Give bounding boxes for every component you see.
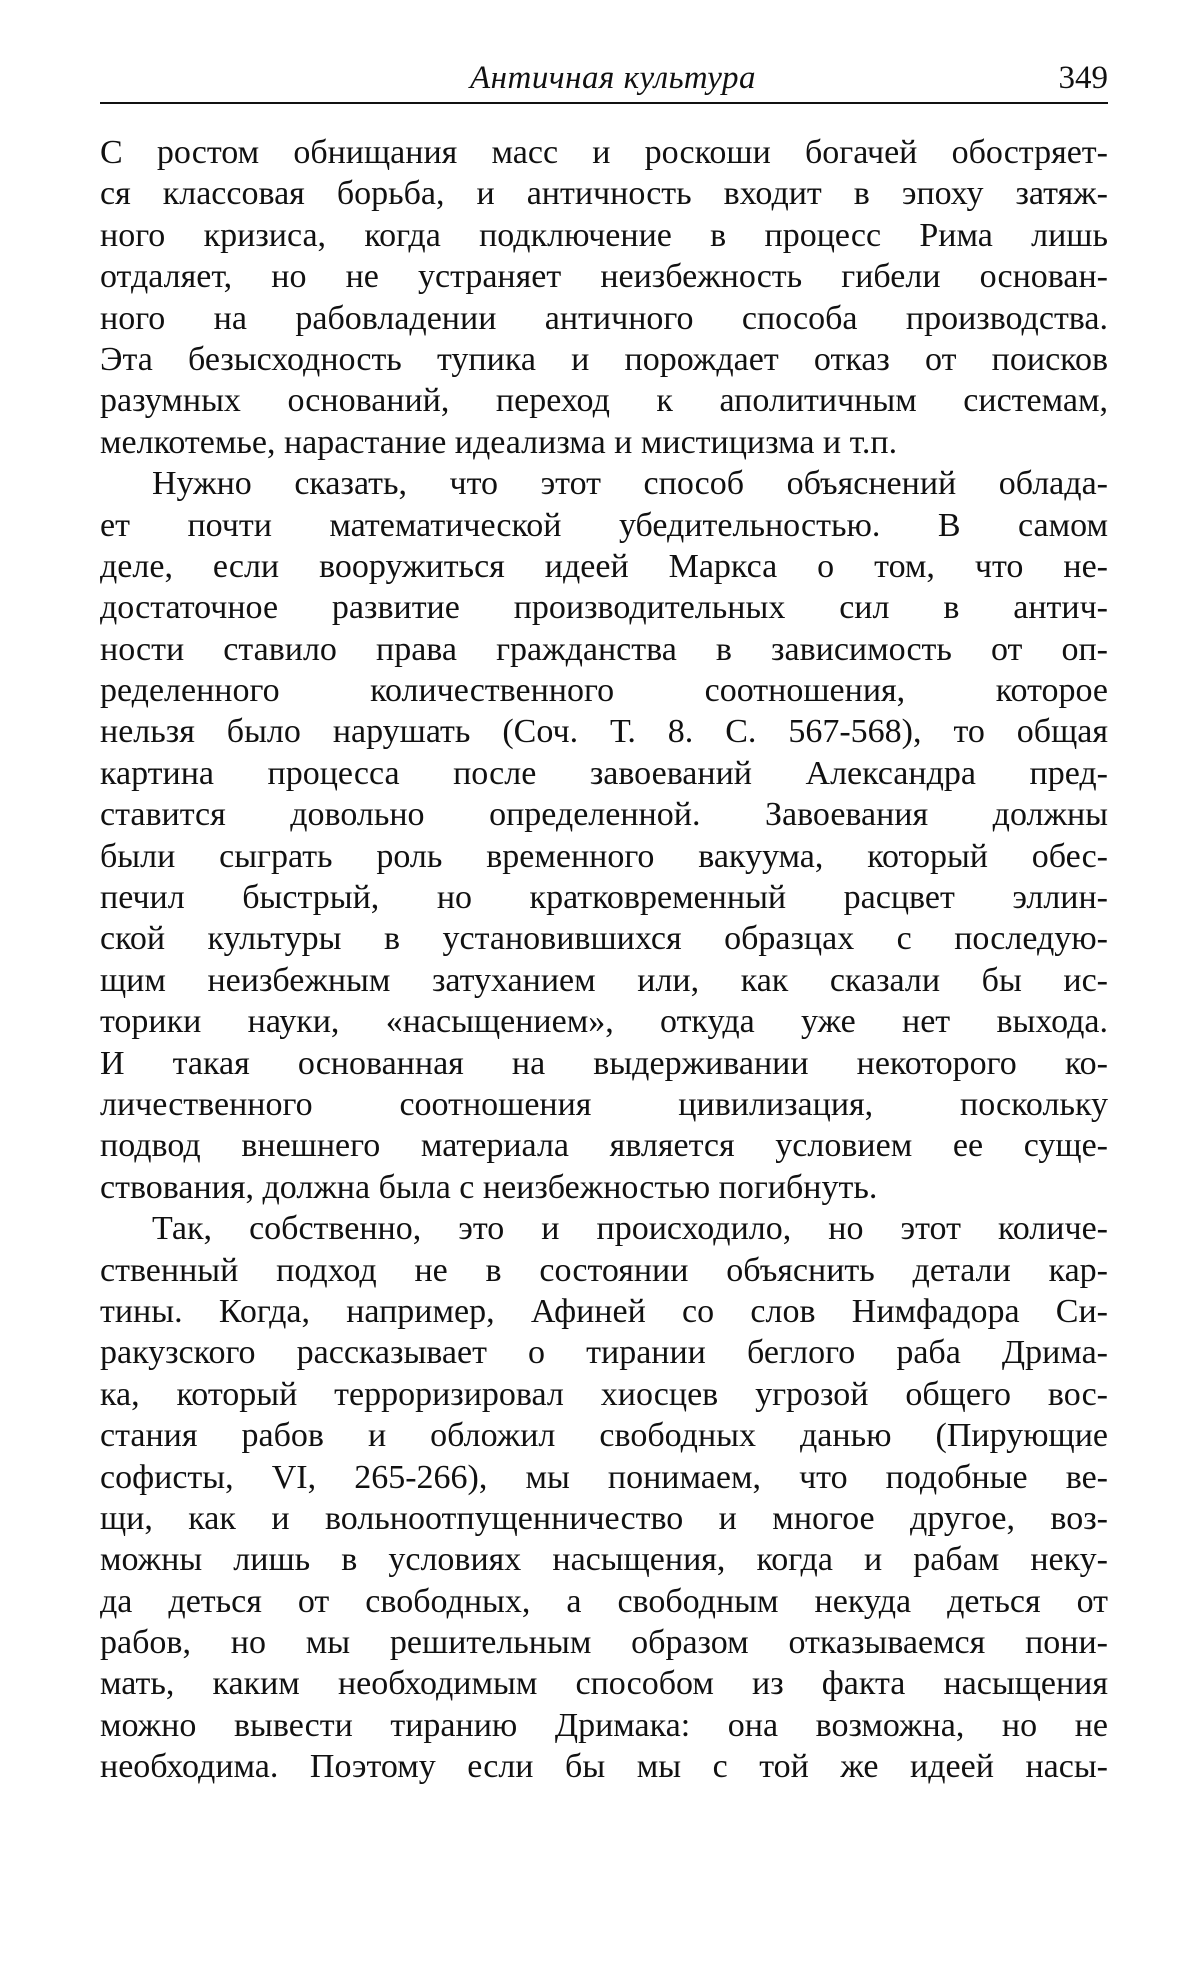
- text-line: картина процесса после завоеваний Александра пред-: [100, 754, 1108, 792]
- text-line: деле, если вооружиться идеей Маркса о том, что не-: [100, 547, 1108, 585]
- text-line: мелкотемье, нарастание идеализма и мистицизма и т.п.: [100, 423, 898, 461]
- text-line: личественного соотношения цивилизация, поскольку: [100, 1085, 1108, 1123]
- text-line: Так, собственно, это и происходило, но этот количе-: [152, 1210, 1108, 1248]
- paragraph-2: [100, 463, 1108, 1208]
- text-line: мать, каким необходимым способом из факта насыщения: [100, 1665, 1108, 1703]
- running-title: Античная культура: [470, 60, 756, 96]
- text-line: ракузского рассказывает о тирании беглого раба Дрима-: [100, 1334, 1108, 1372]
- text-line: печил быстрый, но кратковременный расцвет эллин-: [100, 879, 1108, 917]
- text-line: ся классовая борьба, и античность входит в эпоху затяж-: [100, 175, 1108, 213]
- page-number: 349: [1058, 60, 1108, 96]
- text-line: рабов, но мы решительным образом отказываемся пони-: [100, 1624, 1108, 1662]
- text-line: нельзя было нарушать (Соч. Т. 8. С. 567-568), то общая: [100, 713, 1108, 751]
- text-line: ности ставило права гражданства в зависимость от оп-: [100, 630, 1108, 668]
- text-line: подвод внешнего материала является условием ее суще-: [100, 1127, 1108, 1165]
- text-line: Нужно сказать, что этот способ объяснений облада-: [152, 465, 1108, 503]
- text-line: щим неизбежным затуханием или, как сказали бы ис-: [100, 961, 1108, 999]
- text-line: можны лишь в условиях насыщения, когда и рабам неку-: [100, 1541, 1108, 1579]
- text-line: были сыграть роль временного вакуума, который обес-: [100, 837, 1108, 875]
- text-line: отдаляет, но не устраняет неизбежность гибели основан-: [100, 258, 1108, 296]
- text-line: щи, как и вольноотпущенничество и многое другое, воз-: [100, 1499, 1108, 1537]
- text-line: ставится довольно определенной. Завоевания должны: [100, 796, 1108, 834]
- text-body: [100, 132, 1108, 1788]
- text-line: достаточное развитие производительных сил в антич-: [100, 589, 1108, 627]
- text-line: необходима. Поэтому если бы мы с той же идеей насы-: [100, 1748, 1108, 1786]
- text-line: тины. Когда, например, Афиней со слов Нимфадора Си-: [100, 1292, 1108, 1330]
- text-line: разумных оснований, переход к аполитичным системам,: [100, 382, 1108, 420]
- text-line: ного кризиса, когда подключение в процесс Рима лишь: [100, 216, 1108, 254]
- text-line: И такая основанная на выдерживании некоторого ко-: [100, 1044, 1108, 1082]
- text-line: софисты, VI, 265-266), мы понимаем, что подобные ве-: [100, 1458, 1108, 1496]
- text-line: ствования, должна была с неизбежностью погибнуть.: [100, 1168, 878, 1206]
- text-line: ской культуры в установившихся образцах с последую-: [100, 920, 1108, 958]
- text-line: да деться от свободных, а свободным некуда деться от: [100, 1582, 1108, 1620]
- running-head: [100, 58, 1108, 104]
- text-line: торики науки, «насыщением», откуда уже нет выхода.: [100, 1003, 1108, 1041]
- paragraph-3: [100, 1208, 1108, 1787]
- text-line: ственный подход не в состоянии объяснить детали кар-: [100, 1251, 1108, 1289]
- text-line: можно вывести тиранию Дримака: она возможна, но не: [100, 1706, 1108, 1744]
- text-line: С ростом обнищания масс и роскоши богачей обостряет-: [100, 134, 1108, 171]
- text-line: ного на рабовладении античного способа производства.: [100, 299, 1108, 337]
- paragraph-1: [100, 132, 1108, 463]
- text-line: стания рабов и обложил свободных данью (Пирующие: [100, 1417, 1108, 1455]
- text-line: Эта безысходность тупика и порождает отказ от поисков: [100, 340, 1108, 378]
- text-line: ределенного количественного соотношения, которое: [100, 672, 1108, 710]
- text-line: ка, который терроризировал хиосцев угрозой общего вос-: [100, 1375, 1108, 1413]
- text-line: ет почти математической убедительностью. В самом: [100, 506, 1108, 544]
